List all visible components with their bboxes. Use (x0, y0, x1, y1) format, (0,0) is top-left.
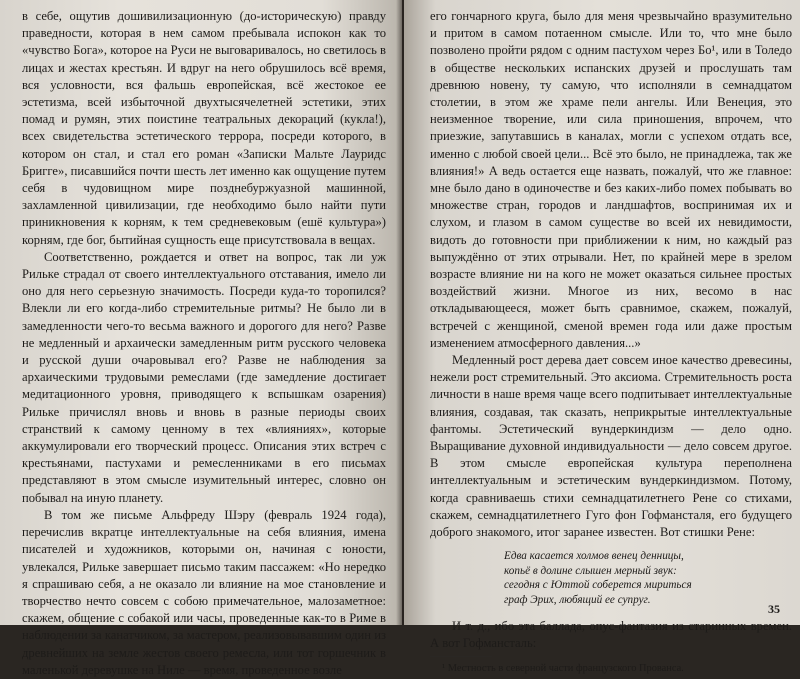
right-page (404, 0, 800, 675)
page-number: 35 (768, 602, 780, 616)
poem-line: Едва касается холмов венец денницы, (504, 550, 684, 563)
left-paragraph-1: в себе, ощутив дошивилизационную (до-историческую) правду праведности, которая в нем самом пребывала испокон как то «чувство Бога», которое на Руси не выговаривалось, но светилось в лицах и жестах крестьян. И вдруг на него обрушилось всё время, вся условности, вся фальшь европейская, всё жестокое ее эстетизма, всей избыточной двухтысячелетней эстетики, этих помад и румян, этих поистине театральных декораций (кукла!), всех свидетельства эстетического террора, посреди которого, в котором он стал, и стал его роман «Записки Мальте Лауридс Бригге», писавшийся почти шесть лет именно как ощущение путем себя в чудовищном мире позднебуржуазной машинной, захламленной цивилизации, где необходимо было найти пути приникновения к корням, к тем средневековым (ешё культура») корням, где бог, бытийная сущность еще присутствовала в вещах. (22, 9, 386, 247)
left-paragraph-3: В том же письме Альфреду Шэру (февраль 1924 года), перечислив вкратце интеллектуальные на себя влияния, имена писателей и художников, которыми он, начиная с юности, увлекался, Рильке завершает письмо таким пассажем: «Но нередко я спрашиваю себя, а не оказало ли влияние на мое становление и творчество нечто совсем с собою примечательное, малозаметное: скажем, общение с собакой или часы, проведенные как-то в Риме в наблюдении за канатчиком, за мастером, реализовывавшим один из древнейших на земле жестов своего ремесла, или тот горшечник в маленькой деревушке на Ниле — время, проведенное возле (22, 507, 386, 677)
right-paragraph-1: его гончарного круга, было для меня чрезвычайно вразумительно и притом в самом потаенном смысле. Или то, что мне было позволено пройти рядом с одним пастухом через Бо¹, или в Толедо в обществе нескольких испанских друзей и прослушать там древнюю новену, ту самую, что исполняли в семнадцатом столетии, в этом же храме пели ангелы. Или Венеция, это неизменное творение, или сила приношения, впрочем, что приезжие, запутавшись в каналах, могли с успехом отдать все, именно с любой своей цели... Всё это было, не принадлежа, так же влияния!» А ведь остается еще назвать, пожалуй, что же главное: мне было дано в одиночестве и без каких-либо помех побывать во множестве стран, городов и ландшафтов, воспринимая их и слухом, и глазом в самом существе во всей их невидимости, видоть до готовности при приближении к ним, но каждый раз выпуждённо от этих отрывали. Нет, по крайней мере в зрелом возрасте влияние ни на кого не может оказаться сильнее простых воздействий жизни. Многое из них, весомо в нас откладывающееся, может быть сравнимое, скажем, пожалуй, встречей с женщиной, сменой времен года или даже простым изменением атмосферного давления...» (430, 9, 792, 350)
poem-line: копьё в долине слышен мерный звук: (504, 564, 677, 577)
right-paragraph-after-poem: И т. д., ибо эта баллада, опус-фантазия из старинных времен. А вот Гофмансталь: (430, 618, 792, 650)
right-paragraph-2: Медленный рост дерева дает совсем иное качество древесины, нежели рост стремительный. Это аксиома. Стремительность роста личности в наше время чаще всего подпитывает интеллектуальные влияния, создавая, так сказать, неприкрытые интеллектуальные фантомы. Эстетический вундеркиндизм — дело одно. Выращивание духовной индивидуальности — дело совсем другое. В этом смысле европейская культура переполнена интеллектуальным и эстетическим вундеркиндизмом. Потому, когда сравниваешь стихи семнадцатилетнего Рене со стихами, скажем, семнадцатилетнего Гуго фон Гофмансталя, его будущего доброго знакомого, итог заранее известен. Вот стишки Рене: (430, 353, 792, 540)
poem-line: граф Эрих, любящий ее супруг. (504, 594, 651, 607)
poem-line: сегодня с Юттой соберется мириться (504, 579, 692, 592)
footnote-rule (430, 656, 492, 657)
left-paragraph-2: Соответственно, рождается и ответ на вопрос, так ли уж Рильке страдал от своего интеллектуального отставания, имело ли оно для него серьезную значимость. Посреди куда-то торопился? Влекли ли его когда-либо стремительные ритмы? Не было ли в замедленности чего-то весьма важного и дорогого для него? Разве не медленный и архаически замедленным ритм русского человека и русской души очаровывал его? Разве не наблюдения за архаическими трудовыми ремеслами (где замедление достигает медитационного уровня, приводящего к вспышкам озарения) Рильке причислял вновь и вновь в разные периоды своих странствий к самому ценному в тех «влияниях», которые аккумулировали его творческий процесс. Описания этих встреч с крестьянами, пастухами и ремесленниками в его письмах представляют в этом смысле изумительный интерес, словно он побывал на иную планету. (22, 249, 386, 505)
poem-quote (504, 549, 792, 607)
footnote: ¹ Местность в северной части французского Прованса. (442, 663, 684, 675)
